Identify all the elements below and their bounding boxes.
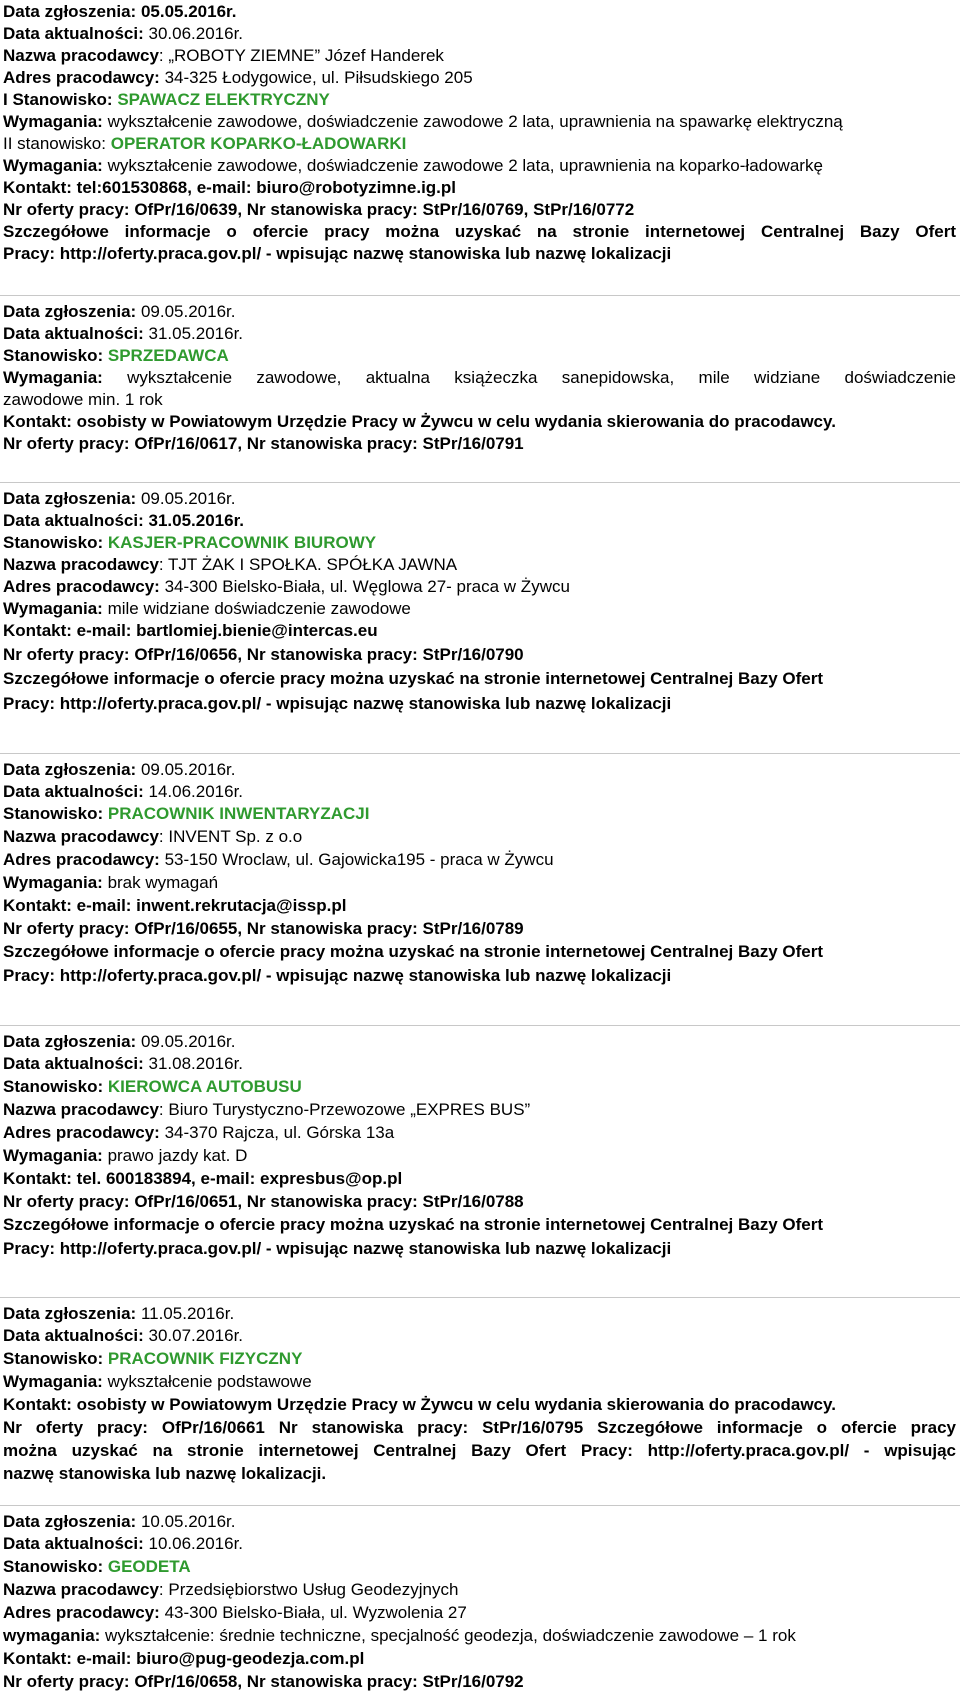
value: 14.06.2016r. (148, 782, 244, 801)
label: I Stanowisko: (3, 90, 113, 109)
label: Data zgłoszenia: (3, 1032, 137, 1051)
offer-6-requirements (3, 1370, 956, 1393)
value: Przedsiębiorstwo Usług Geodezyjnych (168, 1580, 459, 1599)
offer-2-requirements-line-1 (3, 366, 956, 389)
offer-5-requirements (3, 1144, 956, 1167)
offer-1-details-line-1: Szczegółowe informacje o ofercie pracy można uzyskać na stronie internetowej Centralnej Bazy Ofert (3, 222, 956, 241)
position-title: PRACOWNIK FIZYCZNY (107, 1349, 303, 1368)
label: Data aktualności: (3, 1054, 144, 1073)
offer-2-requirements-line-2: zawodowe min. 1 rok (3, 390, 163, 409)
value: 34-325 Łodygowice, ul. Piłsudskiego 205 (164, 68, 473, 87)
value: 10.06.2016r. (148, 1534, 244, 1553)
offer-4-details-line-1: Szczegółowe informacje o ofercie pracy można uzyskać na stronie internetowej Centralnej Bazy Ofert (3, 942, 824, 961)
offer-3-details-line-1: Szczegółowe informacje o ofercie pracy można uzyskać na stronie internetowej Centralnej Bazy Ofert (3, 669, 824, 688)
offer-1-details-line-2: Pracy: http://oferty.praca.gov.pl/ - wpisując nazwę stanowiska lub nazwę lokalizacji (3, 244, 672, 263)
label: Stanowisko: (3, 1557, 104, 1576)
label: wymagania: (3, 1626, 101, 1645)
offer-7-date-submitted (3, 1510, 956, 1533)
position-title: SPRZEDAWCA (107, 346, 229, 365)
offer-5-date-submitted (3, 1030, 956, 1053)
offer-1-date-valid (3, 22, 956, 45)
value: wykształcenie podstawowe (107, 1372, 312, 1391)
label: Nazwa pracodawcy (3, 827, 159, 846)
offer-1-contact: Kontakt: tel:601530868, e-mail: biuro@robotyzimne.ig.pl (3, 178, 457, 197)
value: 09.05.2016r. (140, 760, 236, 779)
position-title: SPAWACZ ELEKTRYCZNY (117, 90, 330, 109)
divider (0, 1297, 960, 1298)
position-title: KIEROWCA AUTOBUSU (107, 1077, 302, 1096)
offer-4-requirements (3, 871, 956, 894)
label: Adres pracodawcy: (3, 68, 160, 87)
label: Data zgłoszenia: (3, 760, 137, 779)
value: TJT ŻAK I SPOŁKA. SPÓŁKA JAWNA (168, 555, 458, 574)
position-title: PRACOWNIK INWENTARYZACJI (107, 804, 370, 823)
offer-5-details-line-1: Szczegółowe informacje o ofercie pracy można uzyskać na stronie internetowej Centralnej Bazy Ofert (3, 1215, 824, 1234)
label: Nazwa pracodawcy (3, 46, 159, 65)
offer-6-position (3, 1347, 956, 1370)
offer-6-offer-line-3: nazwę stanowiska lub nazwę lokalizacji. (3, 1464, 327, 1483)
offer-6-offer-line-1: Nr oferty pracy: OfPr/16/0661 Nr stanowiska pracy: StPr/16/0795 Szczegółowe informacje o ofercie pracy (3, 1418, 956, 1437)
value: wykształcenie zawodowe, doświadczenie zawodowe 2 lata, uprawnienia na spawarkę elektryczną (107, 112, 843, 131)
value: 31.08.2016r. (148, 1054, 244, 1073)
value: 30.07.2016r. (148, 1326, 244, 1345)
offer-7-contact: Kontakt: e-mail: biuro@pug-geodezja.com.pl (3, 1649, 365, 1668)
label: Adres pracodawcy: (3, 1123, 160, 1142)
label: Wymagania: (3, 1372, 103, 1391)
offer-7-offer-numbers: Nr oferty pracy: OfPr/16/0658, Nr stanowiska pracy: StPr/16/0792 (3, 1672, 524, 1691)
offer-5-employer-name: Nazwa pracodawcy: Biuro Turystyczno-Przewozowe „EXPRES BUS” (3, 1100, 531, 1119)
label: Data aktualności: (3, 1534, 144, 1553)
label: Stanowisko: (3, 533, 104, 552)
label: Nazwa pracodawcy (3, 1580, 159, 1599)
offer-5-contact: Kontakt: tel. 600183894, e-mail: expresbus@op.pl (3, 1169, 403, 1188)
divider (0, 482, 960, 483)
offer-5-details-line-2: Pracy: http://oferty.praca.gov.pl/ - wpisując nazwę stanowiska lub nazwę lokalizacji (3, 1239, 672, 1258)
offer-1-employer-address (3, 66, 956, 89)
offer-3-date-valid (3, 509, 956, 532)
divider (0, 295, 960, 296)
offer-1-requirements-2 (3, 154, 956, 177)
offer-2-offer-numbers: Nr oferty pracy: OfPr/16/0617, Nr stanowiska pracy: StPr/16/0791 (3, 434, 524, 453)
offer-7-employer-name: Nazwa pracodawcy: Przedsiębiorstwo Usług Geodezyjnych (3, 1580, 459, 1599)
label: Wymagania: (3, 1146, 103, 1165)
value: wykształcenie zawodowe, aktualna książeczka sanepidowska, mile widziane doświadczenie (127, 368, 956, 387)
offer-3-employer-address (3, 575, 956, 598)
value: 31.05.2016r. (148, 324, 244, 343)
value: prawo jazdy kat. D (107, 1146, 248, 1165)
offer-2-date-valid (3, 322, 956, 345)
label: Stanowisko: (3, 1077, 104, 1096)
label: Data zgłoszenia: (3, 489, 137, 508)
offer-2-position (3, 344, 956, 367)
value: 10.05.2016r. (140, 1512, 236, 1531)
offer-6-contact: Kontakt: osobisty w Powiatowym Urzędzie Pracy w Żywcu w celu wydania skierowania do pracodawcy. (3, 1395, 836, 1414)
label: Data aktualności: (3, 511, 144, 530)
position-title: GEODETA (107, 1557, 191, 1576)
divider (0, 1025, 960, 1026)
offer-5-employer-address (3, 1121, 956, 1144)
label: Adres pracodawcy: (3, 1603, 160, 1622)
label: Wymagania: (3, 368, 103, 387)
position-title: KASJER-PRACOWNIK BIUROWY (107, 533, 377, 552)
value: brak wymagań (107, 873, 219, 892)
divider (0, 1505, 960, 1506)
value: 34-300 Bielsko-Biała, ul. Węglowa 27- praca w Żywcu (164, 577, 570, 596)
label: Data aktualności: (3, 782, 144, 801)
offer-4-employer-address (3, 848, 956, 871)
value: 09.05.2016r. (140, 489, 236, 508)
label: Data aktualności: (3, 324, 144, 343)
label: Data zgłoszenia: (3, 1512, 137, 1531)
value: 05.05.2016r. (140, 2, 237, 21)
value: 11.05.2016r. (140, 1304, 235, 1323)
offer-1-position-1 (3, 88, 956, 111)
label: Data aktualności: (3, 1326, 144, 1345)
value: 31.05.2016r. (148, 511, 244, 530)
offer-3-contact: Kontakt: e-mail: bartlomiej.bienie@intercas.eu (3, 621, 378, 640)
label: Stanowisko: (3, 804, 104, 823)
value: 53-150 Wroclaw, ul. Gajowicka195 - praca w Żywcu (164, 850, 554, 869)
offer-7-requirements (3, 1624, 956, 1647)
divider (0, 753, 960, 754)
value: wykształcenie zawodowe, doświadczenie zawodowe 2 lata, uprawnienia na koparko-ładowarkę (107, 156, 823, 175)
offer-4-date-valid (3, 780, 956, 803)
offer-1-date-submitted (3, 0, 956, 23)
offer-4-offer-numbers: Nr oferty pracy: OfPr/16/0655, Nr stanowiska pracy: StPr/16/0789 (3, 919, 524, 938)
value: INVENT Sp. z o.o (168, 827, 303, 846)
offer-3-position (3, 531, 956, 554)
label: Nazwa pracodawcy (3, 555, 159, 574)
offer-1-employer-name: Nazwa pracodawcy: „ROBOTY ZIEMNE” Józef Handerek (3, 46, 444, 65)
value: wykształcenie: średnie techniczne, specjalność geodezja, doświadczenie zawodowe – 1 rok (105, 1626, 796, 1645)
label: II stanowisko: (3, 134, 106, 153)
value: Biuro Turystyczno-Przewozowe „EXPRES BUS” (168, 1100, 531, 1119)
offer-6-date-submitted (3, 1302, 956, 1325)
offer-3-offer-numbers: Nr oferty pracy: OfPr/16/0656, Nr stanowiska pracy: StPr/16/0790 (3, 645, 524, 664)
label: Stanowisko: (3, 346, 104, 365)
offer-3-date-submitted (3, 487, 956, 510)
label: Wymagania: (3, 112, 103, 131)
value: mile widziane doświadczenie zawodowe (107, 599, 411, 618)
offer-3-details-line-2: Pracy: http://oferty.praca.gov.pl/ - wpisując nazwę stanowiska lub nazwę lokalizacji (3, 694, 672, 713)
offer-3-employer-name: Nazwa pracodawcy: TJT ŻAK I SPOŁKA. SPÓŁKA JAWNA (3, 555, 458, 574)
label: Data zgłoszenia: (3, 302, 137, 321)
offer-7-employer-address (3, 1601, 956, 1624)
offer-7-date-valid (3, 1532, 956, 1555)
offer-4-contact: Kontakt: e-mail: inwent.rekrutacja@issp.pl (3, 896, 347, 915)
label: Wymagania: (3, 156, 103, 175)
value: „ROBOTY ZIEMNE” Józef Handerek (168, 46, 444, 65)
offer-5-position (3, 1075, 956, 1098)
value: 09.05.2016r. (140, 1032, 236, 1051)
label: Data aktualności: (3, 24, 144, 43)
offer-6-offer-line-2: można uzyskać na stronie internetowej Centralnej Bazy Ofert Pracy: http://oferty.praca.gov.pl/ - wpisując (3, 1441, 956, 1460)
label: Wymagania: (3, 873, 103, 892)
offer-1-offer-numbers: Nr oferty pracy: OfPr/16/0639, Nr stanowiska pracy: StPr/16/0769, StPr/16/0772 (3, 200, 635, 219)
label: Data zgłoszenia: (3, 1304, 137, 1323)
label: Stanowisko: (3, 1349, 104, 1368)
offer-4-details-line-2: Pracy: http://oferty.praca.gov.pl/ - wpisując nazwę stanowiska lub nazwę lokalizacji (3, 966, 672, 985)
offer-1-position-2 (3, 132, 956, 155)
offer-7-position (3, 1555, 956, 1578)
offer-4-employer-name: Nazwa pracodawcy: INVENT Sp. z o.o (3, 827, 303, 846)
label: Adres pracodawcy: (3, 850, 160, 869)
value: 30.06.2016r. (148, 24, 244, 43)
value: 34-370 Rajcza, ul. Górska 13a (164, 1123, 395, 1142)
offer-3-requirements (3, 597, 956, 620)
offer-2-contact: Kontakt: osobisty w Powiatowym Urzędzie Pracy w Żywcu w celu wydania skierowania do pracodawcy. (3, 412, 836, 431)
offer-4-position (3, 802, 956, 825)
value: 43-300 Bielsko-Biała, ul. Wyzwolenia 27 (164, 1603, 467, 1622)
label: Wymagania: (3, 599, 103, 618)
offer-6-date-valid (3, 1324, 956, 1347)
offer-5-date-valid (3, 1052, 956, 1075)
label: Adres pracodawcy: (3, 577, 160, 596)
offer-4-date-submitted (3, 758, 956, 781)
offer-1-requirements-1 (3, 110, 956, 133)
position-title: OPERATOR KOPARKO-ŁADOWARKI (110, 134, 407, 153)
label: Data zgłoszenia: (3, 2, 137, 21)
offer-2-date-submitted (3, 300, 956, 323)
value: 09.05.2016r. (140, 302, 236, 321)
offer-5-offer-numbers: Nr oferty pracy: OfPr/16/0651, Nr stanowiska pracy: StPr/16/0788 (3, 1192, 524, 1211)
label: Nazwa pracodawcy (3, 1100, 159, 1119)
